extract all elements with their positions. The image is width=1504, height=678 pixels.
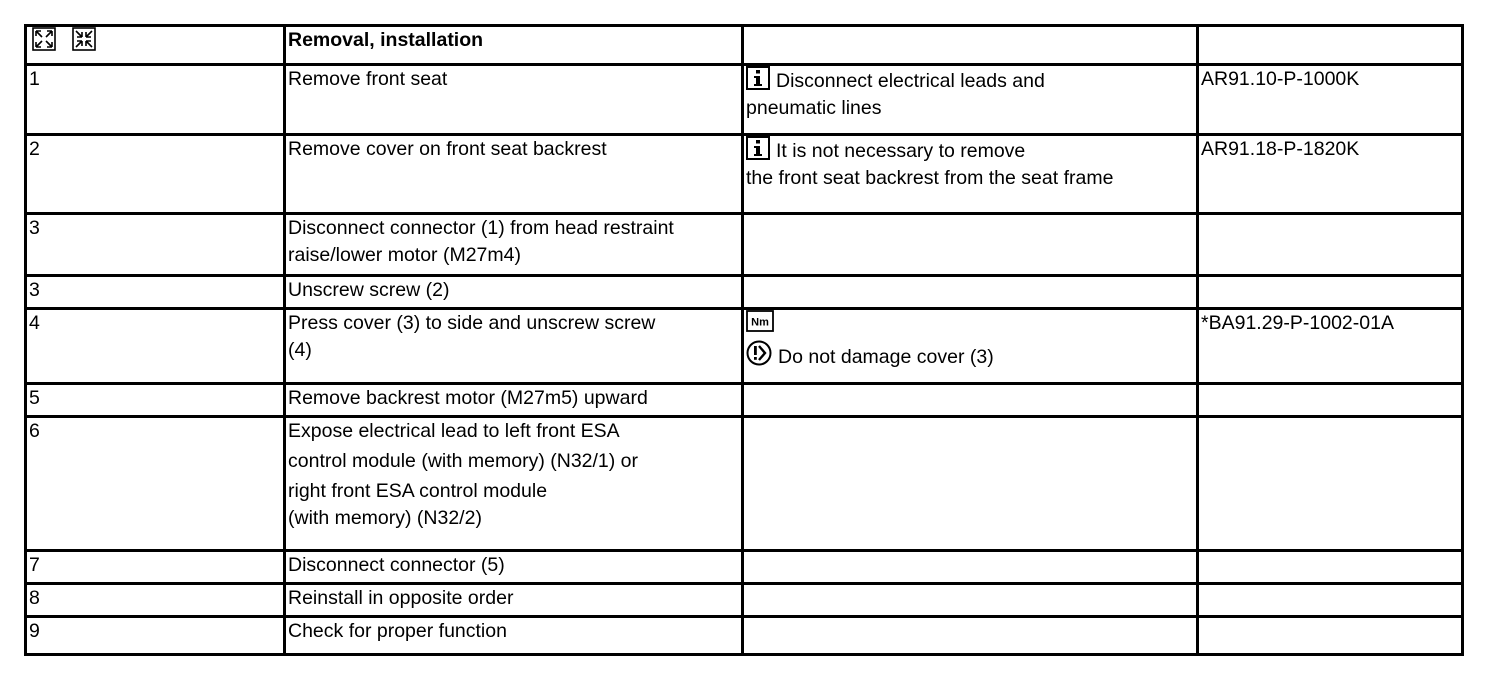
procedure-table	[24, 24, 1464, 656]
table-row	[26, 309, 1463, 384]
step-action: Remove cover on front seat backrest	[285, 135, 743, 214]
step-number: 3	[26, 276, 285, 309]
step-number: 2	[26, 135, 285, 214]
section-title: Removal, installation	[285, 26, 743, 65]
step-action: Disconnect connector (5)	[285, 551, 743, 584]
table-header-row	[26, 26, 1463, 65]
svg-text:Nm: Nm	[751, 316, 769, 329]
document-reference-link[interactable]: *BA91.29-P-1002-01A	[1198, 309, 1463, 384]
table-row	[26, 384, 1463, 417]
step-note	[743, 417, 1198, 551]
collapse-all-icon[interactable]	[72, 27, 96, 51]
step-note	[743, 617, 1198, 655]
info-icon	[746, 136, 770, 160]
step-number: 9	[26, 617, 285, 655]
step-reference	[1198, 551, 1463, 584]
step-number: 3	[26, 214, 285, 276]
step-number: 4	[26, 309, 285, 384]
header-note-cell	[743, 26, 1198, 65]
step-note	[743, 384, 1198, 417]
step-reference	[1198, 214, 1463, 276]
expand-collapse-cell	[26, 26, 285, 65]
table-row	[26, 551, 1463, 584]
step-note	[743, 584, 1198, 617]
step-note: It is not necessary to remove the front seat backrest from the seat frame	[743, 135, 1198, 214]
step-reference	[1198, 384, 1463, 417]
step-action: Check for proper function	[285, 617, 743, 655]
step-number: 7	[26, 551, 285, 584]
step-note	[743, 276, 1198, 309]
step-reference	[1198, 417, 1463, 551]
step-number: 1	[26, 65, 285, 135]
step-number: 5	[26, 384, 285, 417]
step-action: Press cover (3) to side and unscrew screw (4)	[285, 309, 743, 384]
step-note: Nm Do not damage cover (3)	[743, 309, 1198, 384]
step-number: 8	[26, 584, 285, 617]
table-row	[26, 584, 1463, 617]
caution-icon	[746, 340, 772, 366]
table-row	[26, 65, 1463, 135]
expand-all-icon[interactable]	[32, 27, 56, 51]
document-reference-link[interactable]: AR91.10-P-1000K	[1198, 65, 1463, 135]
table-row	[26, 617, 1463, 655]
info-icon	[746, 66, 770, 90]
table-row	[26, 417, 1463, 551]
step-note	[743, 214, 1198, 276]
step-note	[743, 551, 1198, 584]
step-reference	[1198, 584, 1463, 617]
step-action: Disconnect connector (1) from head restraint raise/lower motor (M27m4)	[285, 214, 743, 276]
step-reference	[1198, 617, 1463, 655]
step-action: Remove front seat	[285, 65, 743, 135]
step-action: Unscrew screw (2)	[285, 276, 743, 309]
document-reference-link[interactable]: AR91.18-P-1820K	[1198, 135, 1463, 214]
step-action: Expose electrical lead to left front ESA control module (with memory) (N32/1) or right front ESA control module (with memory) (N32/2)	[285, 417, 743, 551]
step-reference	[1198, 276, 1463, 309]
step-note: Disconnect electrical leads and pneumatic lines	[743, 65, 1198, 135]
torque-icon	[746, 310, 774, 332]
step-number: 6	[26, 417, 285, 551]
step-action: Remove backrest motor (M27m5) upward	[285, 384, 743, 417]
step-action: Reinstall in opposite order	[285, 584, 743, 617]
header-ref-cell	[1198, 26, 1463, 65]
table-row	[26, 214, 1463, 276]
table-row	[26, 135, 1463, 214]
table-row	[26, 276, 1463, 309]
